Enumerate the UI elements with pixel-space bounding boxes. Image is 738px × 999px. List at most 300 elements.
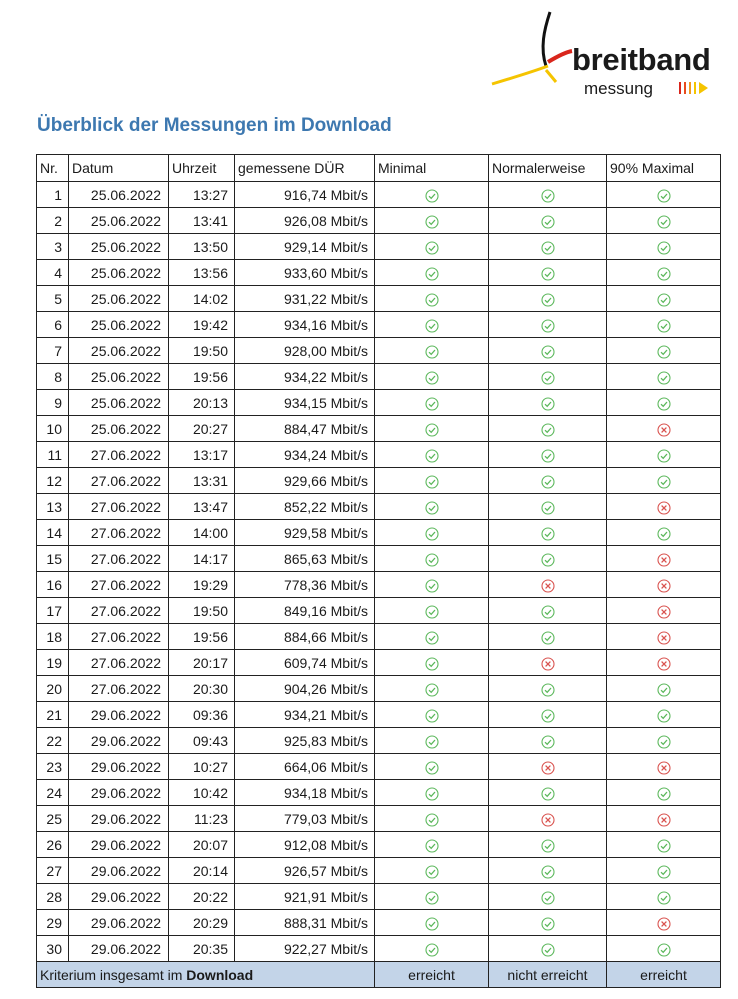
check-circle-icon: [657, 238, 671, 254]
summary-label-bold: Download: [186, 966, 254, 983]
row-speed: 849,16 Mbit/s: [235, 598, 375, 624]
row-normal-status: [489, 390, 607, 416]
table-row: [37, 208, 721, 234]
check-circle-icon: [541, 394, 555, 410]
row-speed: 929,14 Mbit/s: [235, 234, 375, 260]
row-normal-status: [489, 468, 607, 494]
cross-circle-icon: [541, 654, 555, 670]
row-normal-status: [489, 364, 607, 390]
row-minimal-status: [375, 520, 489, 546]
row-minimal-status: [375, 416, 489, 442]
check-circle-icon: [425, 732, 439, 748]
row-date: 25.06.2022: [69, 234, 169, 260]
check-circle-icon: [425, 420, 439, 436]
check-circle-icon: [425, 342, 439, 358]
row-date: 25.06.2022: [69, 312, 169, 338]
check-circle-icon: [541, 290, 555, 306]
row-minimal-status: [375, 312, 489, 338]
check-circle-icon: [541, 940, 555, 956]
table-row: [37, 234, 721, 260]
row-time: 20:17: [169, 650, 235, 676]
row-date: 25.06.2022: [69, 364, 169, 390]
table-row: [37, 364, 721, 390]
table-row: [37, 624, 721, 650]
check-circle-icon: [657, 732, 671, 748]
row-number: 9: [37, 390, 69, 416]
check-circle-icon: [425, 212, 439, 228]
cross-circle-icon: [657, 654, 671, 670]
check-circle-icon: [425, 602, 439, 618]
row-max-status: [607, 520, 721, 546]
header-date: Datum: [69, 155, 169, 182]
row-speed: 929,66 Mbit/s: [235, 468, 375, 494]
row-normal-status: [489, 624, 607, 650]
row-normal-status: [489, 442, 607, 468]
cross-circle-icon: [541, 576, 555, 592]
row-minimal-status: [375, 494, 489, 520]
row-number: 27: [37, 858, 69, 884]
row-date: 25.06.2022: [69, 208, 169, 234]
row-time: 20:27: [169, 416, 235, 442]
row-minimal-status: [375, 468, 489, 494]
check-circle-icon: [657, 524, 671, 540]
check-circle-icon: [541, 238, 555, 254]
check-circle-icon: [657, 186, 671, 202]
row-max-status: [607, 936, 721, 962]
row-max-status: [607, 494, 721, 520]
row-number: 25: [37, 806, 69, 832]
row-normal-status: [489, 754, 607, 780]
row-normal-status: [489, 312, 607, 338]
row-minimal-status: [375, 442, 489, 468]
row-normal-status: [489, 520, 607, 546]
row-date: 27.06.2022: [69, 468, 169, 494]
row-number: 26: [37, 832, 69, 858]
table-row: [37, 442, 721, 468]
check-circle-icon: [425, 836, 439, 852]
row-max-status: [607, 832, 721, 858]
row-minimal-status: [375, 884, 489, 910]
row-speed: 921,91 Mbit/s: [235, 884, 375, 910]
table-row: [37, 520, 721, 546]
row-time: 11:23: [169, 806, 235, 832]
row-speed: 934,18 Mbit/s: [235, 780, 375, 806]
row-date: 29.06.2022: [69, 832, 169, 858]
check-circle-icon: [425, 810, 439, 826]
row-date: 29.06.2022: [69, 910, 169, 936]
check-circle-icon: [425, 784, 439, 800]
row-minimal-status: [375, 208, 489, 234]
check-circle-icon: [425, 290, 439, 306]
check-circle-icon: [425, 238, 439, 254]
row-minimal-status: [375, 936, 489, 962]
row-normal-status: [489, 910, 607, 936]
row-max-status: [607, 624, 721, 650]
check-circle-icon: [425, 758, 439, 774]
row-date: 25.06.2022: [69, 338, 169, 364]
row-normal-status: [489, 338, 607, 364]
cross-circle-icon: [657, 628, 671, 644]
row-minimal-status: [375, 832, 489, 858]
check-circle-icon: [657, 394, 671, 410]
row-normal-status: [489, 208, 607, 234]
header-nr: Nr.: [37, 155, 69, 182]
check-circle-icon: [425, 550, 439, 566]
row-speed: 912,08 Mbit/s: [235, 832, 375, 858]
check-circle-icon: [541, 602, 555, 618]
row-speed: 865,63 Mbit/s: [235, 546, 375, 572]
summary-label-prefix: Kriterium insgesamt im: [40, 966, 187, 983]
row-date: 25.06.2022: [69, 182, 169, 208]
row-speed: 925,83 Mbit/s: [235, 728, 375, 754]
table-row: [37, 494, 721, 520]
cross-circle-icon: [657, 550, 671, 566]
row-number: 5: [37, 286, 69, 312]
measurements-table: [36, 154, 721, 988]
check-circle-icon: [425, 264, 439, 280]
row-time: 19:42: [169, 312, 235, 338]
header-time: Uhrzeit: [169, 155, 235, 182]
header-normal: Normalerweise: [489, 155, 607, 182]
check-circle-icon: [541, 784, 555, 800]
row-number: 8: [37, 364, 69, 390]
check-circle-icon: [541, 628, 555, 644]
logo-text-messung: messung: [584, 79, 653, 98]
row-max-status: [607, 572, 721, 598]
row-minimal-status: [375, 182, 489, 208]
row-speed: 609,74 Mbit/s: [235, 650, 375, 676]
check-circle-icon: [541, 498, 555, 514]
row-max-status: [607, 338, 721, 364]
summary-max: erreicht: [607, 962, 721, 988]
check-circle-icon: [541, 862, 555, 878]
row-max-status: [607, 390, 721, 416]
table-row: [37, 572, 721, 598]
row-speed: 884,66 Mbit/s: [235, 624, 375, 650]
row-speed: 778,36 Mbit/s: [235, 572, 375, 598]
row-minimal-status: [375, 286, 489, 312]
row-normal-status: [489, 598, 607, 624]
check-circle-icon: [541, 680, 555, 696]
check-circle-icon: [425, 394, 439, 410]
row-minimal-status: [375, 572, 489, 598]
table-row: [37, 598, 721, 624]
row-normal-status: [489, 650, 607, 676]
table-row: [37, 546, 721, 572]
check-circle-icon: [657, 342, 671, 358]
table-row: [37, 312, 721, 338]
row-time: 13:47: [169, 494, 235, 520]
row-date: 27.06.2022: [69, 676, 169, 702]
table-row: [37, 858, 721, 884]
summary-minimal: erreicht: [375, 962, 489, 988]
check-circle-icon: [657, 368, 671, 384]
header-speed: gemessene DÜR: [235, 155, 375, 182]
check-circle-icon: [657, 446, 671, 462]
table-row: [37, 468, 721, 494]
row-date: 27.06.2022: [69, 442, 169, 468]
check-circle-icon: [425, 680, 439, 696]
header-minimal: Minimal: [375, 155, 489, 182]
row-max-status: [607, 702, 721, 728]
summary-normal: nicht erreicht: [489, 962, 607, 988]
row-time: 10:27: [169, 754, 235, 780]
row-number: 11: [37, 442, 69, 468]
row-number: 19: [37, 650, 69, 676]
check-circle-icon: [657, 472, 671, 488]
cross-circle-icon: [657, 602, 671, 618]
row-speed: 852,22 Mbit/s: [235, 494, 375, 520]
table-row: [37, 910, 721, 936]
row-number: 4: [37, 260, 69, 286]
row-max-status: [607, 546, 721, 572]
row-number: 2: [37, 208, 69, 234]
row-number: 14: [37, 520, 69, 546]
check-circle-icon: [541, 706, 555, 722]
table-row: [37, 884, 721, 910]
cross-circle-icon: [657, 758, 671, 774]
row-number: 1: [37, 182, 69, 208]
check-circle-icon: [425, 654, 439, 670]
check-circle-icon: [425, 914, 439, 930]
check-circle-icon: [425, 862, 439, 878]
row-minimal-status: [375, 390, 489, 416]
row-number: 15: [37, 546, 69, 572]
check-circle-icon: [657, 316, 671, 332]
row-number: 7: [37, 338, 69, 364]
table-row: [37, 832, 721, 858]
row-date: 29.06.2022: [69, 858, 169, 884]
row-time: 13:31: [169, 468, 235, 494]
row-date: 27.06.2022: [69, 650, 169, 676]
check-circle-icon: [657, 290, 671, 306]
row-normal-status: [489, 416, 607, 442]
summary-row: [37, 962, 721, 988]
row-max-status: [607, 884, 721, 910]
check-circle-icon: [541, 186, 555, 202]
row-time: 19:50: [169, 338, 235, 364]
table-row: [37, 390, 721, 416]
row-number: 24: [37, 780, 69, 806]
row-max-status: [607, 364, 721, 390]
row-number: 16: [37, 572, 69, 598]
check-circle-icon: [541, 264, 555, 280]
row-speed: 934,22 Mbit/s: [235, 364, 375, 390]
row-date: 29.06.2022: [69, 806, 169, 832]
row-minimal-status: [375, 728, 489, 754]
check-circle-icon: [541, 472, 555, 488]
row-speed: 928,00 Mbit/s: [235, 338, 375, 364]
row-number: 17: [37, 598, 69, 624]
check-circle-icon: [541, 888, 555, 904]
row-speed: 929,58 Mbit/s: [235, 520, 375, 546]
row-normal-status: [489, 806, 607, 832]
row-date: 29.06.2022: [69, 728, 169, 754]
row-time: 20:30: [169, 676, 235, 702]
check-circle-icon: [425, 472, 439, 488]
row-speed: 926,57 Mbit/s: [235, 858, 375, 884]
row-time: 13:27: [169, 182, 235, 208]
row-max-status: [607, 208, 721, 234]
row-date: 27.06.2022: [69, 624, 169, 650]
cross-circle-icon: [657, 576, 671, 592]
check-circle-icon: [657, 784, 671, 800]
row-normal-status: [489, 858, 607, 884]
row-date: 27.06.2022: [69, 572, 169, 598]
check-circle-icon: [657, 680, 671, 696]
check-circle-icon: [425, 706, 439, 722]
cross-circle-icon: [657, 420, 671, 436]
row-number: 12: [37, 468, 69, 494]
check-circle-icon: [541, 550, 555, 566]
row-time: 14:17: [169, 546, 235, 572]
row-number: 18: [37, 624, 69, 650]
row-speed: 779,03 Mbit/s: [235, 806, 375, 832]
row-minimal-status: [375, 598, 489, 624]
row-minimal-status: [375, 858, 489, 884]
row-minimal-status: [375, 676, 489, 702]
row-normal-status: [489, 728, 607, 754]
row-time: 19:29: [169, 572, 235, 598]
check-circle-icon: [541, 342, 555, 358]
check-circle-icon: [425, 446, 439, 462]
row-date: 29.06.2022: [69, 936, 169, 962]
page-title: Überblick der Messungen im Download: [37, 115, 392, 136]
check-circle-icon: [541, 524, 555, 540]
row-max-status: [607, 754, 721, 780]
cross-circle-icon: [541, 758, 555, 774]
row-speed: 884,47 Mbit/s: [235, 416, 375, 442]
row-time: 19:56: [169, 624, 235, 650]
check-circle-icon: [657, 264, 671, 280]
row-minimal-status: [375, 546, 489, 572]
row-minimal-status: [375, 364, 489, 390]
row-time: 20:13: [169, 390, 235, 416]
row-time: 19:56: [169, 364, 235, 390]
check-circle-icon: [425, 628, 439, 644]
row-minimal-status: [375, 780, 489, 806]
cross-circle-icon: [657, 914, 671, 930]
check-circle-icon: [657, 212, 671, 228]
row-time: 13:56: [169, 260, 235, 286]
check-circle-icon: [541, 420, 555, 436]
row-max-status: [607, 312, 721, 338]
row-normal-status: [489, 936, 607, 962]
row-normal-status: [489, 546, 607, 572]
table-row: [37, 182, 721, 208]
table-row: [37, 806, 721, 832]
summary-label: [37, 962, 375, 988]
row-speed: 934,16 Mbit/s: [235, 312, 375, 338]
row-date: 25.06.2022: [69, 390, 169, 416]
check-circle-icon: [541, 212, 555, 228]
check-circle-icon: [425, 316, 439, 332]
table-row: [37, 702, 721, 728]
row-speed: 926,08 Mbit/s: [235, 208, 375, 234]
row-time: 13:41: [169, 208, 235, 234]
row-number: 30: [37, 936, 69, 962]
row-time: 10:42: [169, 780, 235, 806]
row-time: 13:17: [169, 442, 235, 468]
table-row: [37, 650, 721, 676]
row-normal-status: [489, 832, 607, 858]
row-minimal-status: [375, 910, 489, 936]
row-speed: 916,74 Mbit/s: [235, 182, 375, 208]
table-row: [37, 936, 721, 962]
row-number: 23: [37, 754, 69, 780]
row-max-status: [607, 780, 721, 806]
row-minimal-status: [375, 702, 489, 728]
row-speed: 931,22 Mbit/s: [235, 286, 375, 312]
row-date: 29.06.2022: [69, 754, 169, 780]
table-row: [37, 416, 721, 442]
row-normal-status: [489, 286, 607, 312]
row-normal-status: [489, 494, 607, 520]
check-circle-icon: [425, 576, 439, 592]
row-speed: 922,27 Mbit/s: [235, 936, 375, 962]
row-normal-status: [489, 572, 607, 598]
table-row: [37, 728, 721, 754]
row-time: 14:02: [169, 286, 235, 312]
row-max-status: [607, 650, 721, 676]
row-date: 25.06.2022: [69, 260, 169, 286]
row-max-status: [607, 442, 721, 468]
row-date: 27.06.2022: [69, 520, 169, 546]
row-normal-status: [489, 780, 607, 806]
check-circle-icon: [425, 368, 439, 384]
table-row: [37, 676, 721, 702]
row-minimal-status: [375, 754, 489, 780]
row-normal-status: [489, 182, 607, 208]
row-minimal-status: [375, 650, 489, 676]
row-date: 27.06.2022: [69, 546, 169, 572]
row-date: 25.06.2022: [69, 416, 169, 442]
row-number: 22: [37, 728, 69, 754]
row-normal-status: [489, 234, 607, 260]
row-max-status: [607, 598, 721, 624]
row-time: 14:00: [169, 520, 235, 546]
row-speed: 888,31 Mbit/s: [235, 910, 375, 936]
row-normal-status: [489, 260, 607, 286]
row-date: 27.06.2022: [69, 494, 169, 520]
row-normal-status: [489, 676, 607, 702]
row-time: 20:07: [169, 832, 235, 858]
check-circle-icon: [657, 940, 671, 956]
row-number: 21: [37, 702, 69, 728]
row-max-status: [607, 858, 721, 884]
table-row: [37, 780, 721, 806]
row-max-status: [607, 910, 721, 936]
row-time: 20:14: [169, 858, 235, 884]
row-time: 09:36: [169, 702, 235, 728]
logo-text-breitband: breitband: [572, 42, 711, 77]
row-max-status: [607, 416, 721, 442]
cross-circle-icon: [541, 810, 555, 826]
check-circle-icon: [657, 888, 671, 904]
check-circle-icon: [657, 862, 671, 878]
check-circle-icon: [425, 524, 439, 540]
row-minimal-status: [375, 338, 489, 364]
row-max-status: [607, 260, 721, 286]
row-number: 6: [37, 312, 69, 338]
check-circle-icon: [657, 706, 671, 722]
row-minimal-status: [375, 806, 489, 832]
row-max-status: [607, 182, 721, 208]
row-number: 10: [37, 416, 69, 442]
row-time: 20:29: [169, 910, 235, 936]
row-time: 13:50: [169, 234, 235, 260]
row-speed: 904,26 Mbit/s: [235, 676, 375, 702]
